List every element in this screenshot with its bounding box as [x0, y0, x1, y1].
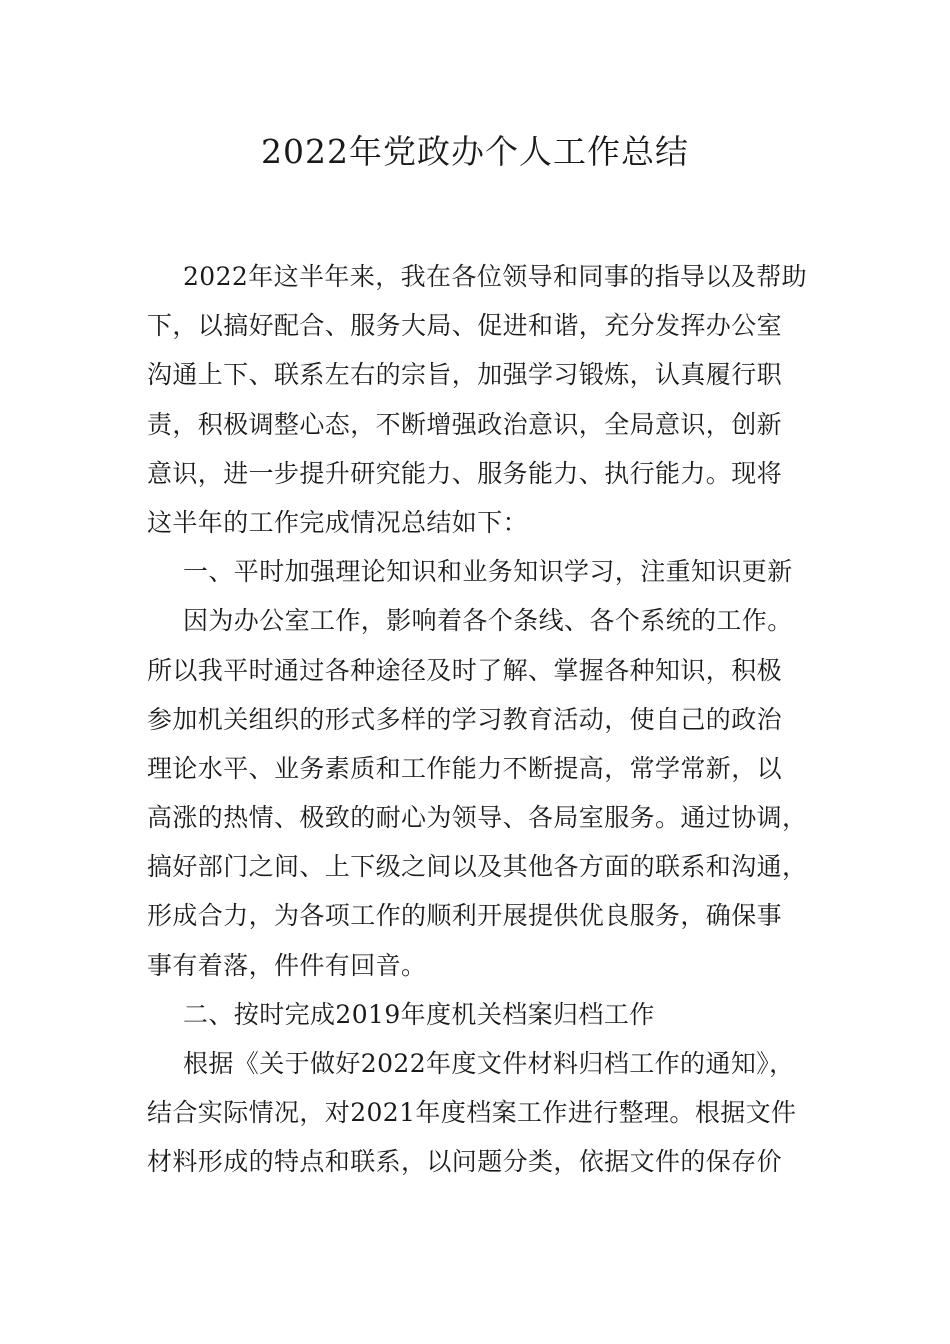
text-line: 沟通上下、联系左右的宗旨，加强学习锻炼，认真履行职 — [147, 360, 783, 390]
text-line: 这半年的工作完成情况总结如下： — [147, 507, 529, 537]
text-line: 一、平时加强理论知识和业务知识学习，注重知识更新 — [183, 557, 793, 587]
text-line: 二、按时完成2019年度机关档案归档工作 — [183, 999, 655, 1029]
text-line: 2022年这半年来，我在各位领导和同事的指导以及帮助 — [183, 262, 808, 291]
text-line: 结合实际情况，对2021年度档案工作进行整理。根据文件 — [147, 1098, 797, 1128]
text-line: 形成合力，为各项工作的顺利开展提供优良服务，确保事 — [147, 901, 783, 931]
text-line: 搞好部门之间、上下级之间以及其他各方面的联系和沟通， — [147, 852, 808, 882]
text-line: 根据《关于做好2022年度文件材料归档工作的通知》， — [183, 1049, 795, 1078]
text-line: 责，积极调整心态，不断增强政治意识，全局意识，创新 — [147, 409, 783, 439]
document-title: 2022年党政办个人工作总结 — [261, 132, 689, 171]
text-line: 意识，进一步提升研究能力、服务能力、执行能力。现将 — [147, 458, 783, 488]
text-line: 下，以搞好配合、服务大局、促进和谐，充分发挥办公室 — [147, 311, 783, 341]
text-line: 高涨的热情、极致的耐心为领导、各局室服务。通过协调， — [147, 803, 808, 833]
text-line: 事有着落，件件有回音。 — [147, 950, 427, 980]
text-line: 理论水平、业务素质和工作能力不断提高，常学常新，以 — [147, 753, 783, 783]
document-body — [147, 252, 807, 1187]
text-line: 材料形成的特点和联系，以问题分类，依据文件的保存价 — [147, 1147, 783, 1177]
text-line: 所以我平时通过各种途径及时了解、掌握各种知识，积极 — [147, 655, 783, 685]
text-line: 参加机关组织的形式多样的学习教育活动，使自己的政治 — [147, 704, 783, 734]
text-line: 因为办公室工作，影响着各个条线、各个系统的工作。 — [183, 606, 793, 636]
